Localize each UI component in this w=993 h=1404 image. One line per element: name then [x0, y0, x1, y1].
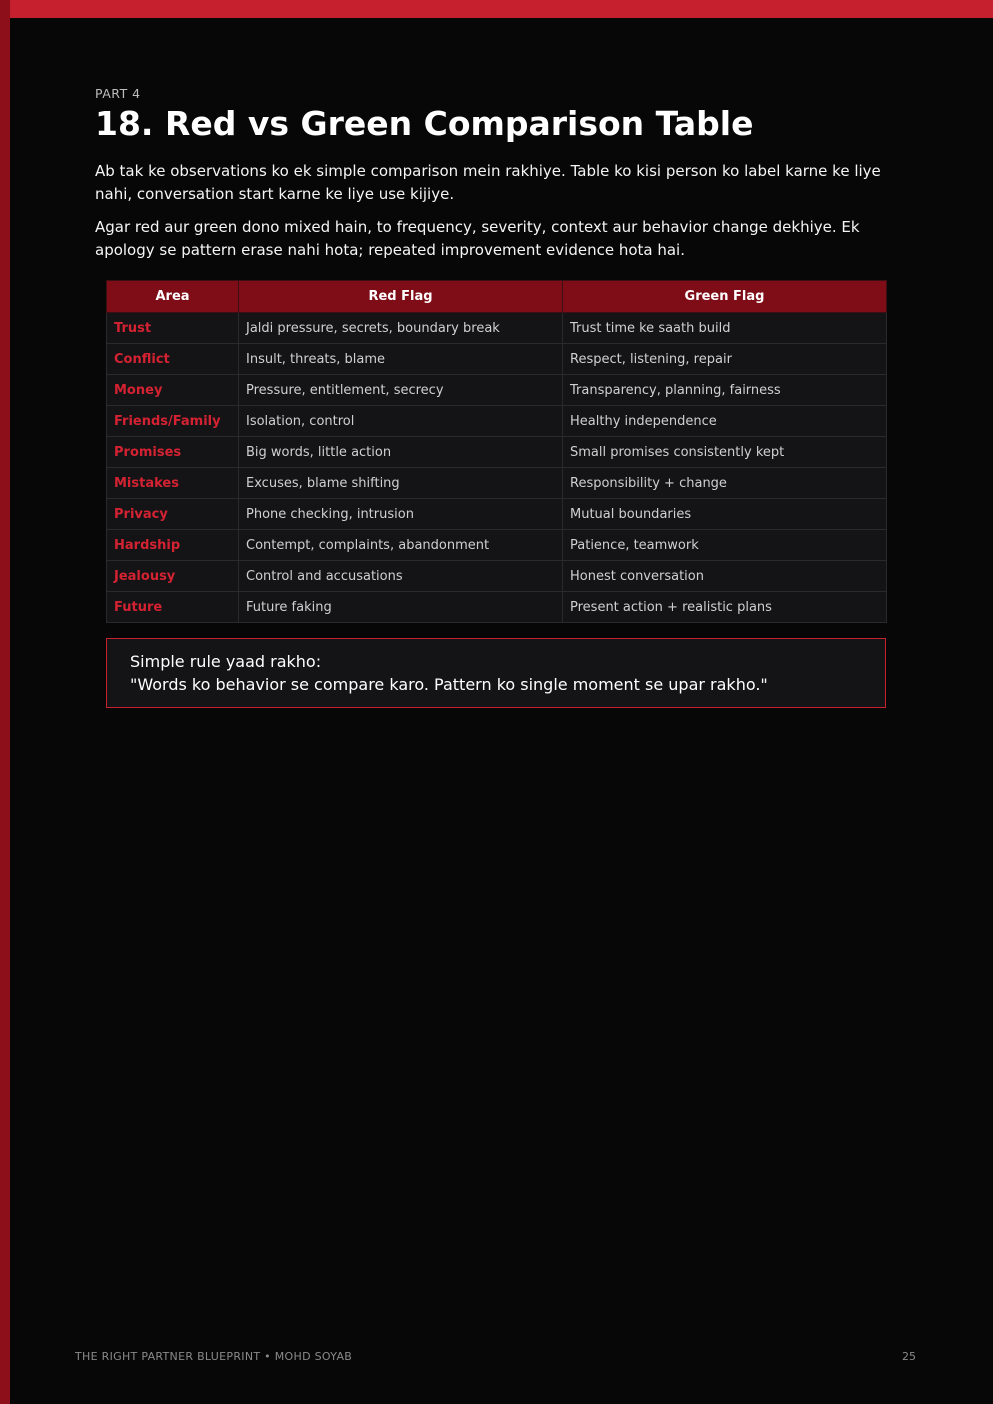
header-green-flag: Green Flag [563, 281, 887, 313]
green-flag-cell: Transparency, planning, fairness [563, 375, 887, 406]
green-flag-cell: Respect, listening, repair [563, 344, 887, 375]
table-row [107, 406, 887, 437]
red-flag-cell: Control and accusations [239, 561, 563, 592]
intro-paragraph-2: Agar red aur green dono mixed hain, to frequency, severity, context aur behavior change dekhiye. Ek apology se pattern erase nahi hota; repeated improvement evidence hota hai. [95, 218, 860, 259]
red-flag-cell: Big words, little action [239, 437, 563, 468]
header-red-flag: Red Flag [239, 281, 563, 313]
red-flag-cell: Isolation, control [239, 406, 563, 437]
table-row [107, 375, 887, 406]
green-flag-cell: Present action + realistic plans [563, 592, 887, 623]
red-flag-cell: Excuses, blame shifting [239, 468, 563, 499]
table-row [107, 437, 887, 468]
left-accent-bar [0, 0, 10, 1404]
red-flag-cell: Contempt, complaints, abandonment [239, 530, 563, 561]
red-flag-cell: Phone checking, intrusion [239, 499, 563, 530]
page-header [95, 86, 905, 262]
part-label: PART 4 [95, 86, 141, 101]
area-cell: Money [107, 375, 239, 406]
red-flag-cell: Jaldi pressure, secrets, boundary break [239, 313, 563, 344]
footer-book-author: THE RIGHT PARTNER BLUEPRINT • MOHD SOYAB [75, 1350, 353, 1363]
table-row [107, 530, 887, 561]
simple-rule-callout [106, 638, 886, 708]
table-row [107, 468, 887, 499]
rule-quote: "Words ko behavior se compare karo. Pattern ko single moment se upar rakho." [130, 675, 768, 694]
area-cell: Conflict [107, 344, 239, 375]
area-cell: Future [107, 592, 239, 623]
table-row [107, 344, 887, 375]
comparison-table-container [106, 280, 886, 623]
green-flag-cell: Patience, teamwork [563, 530, 887, 561]
table-row [107, 592, 887, 623]
area-cell: Privacy [107, 499, 239, 530]
red-flag-cell: Future faking [239, 592, 563, 623]
area-cell: Friends/Family [107, 406, 239, 437]
rule-heading: Simple rule yaad rakho: [130, 652, 322, 671]
green-flag-cell: Small promises consistently kept [563, 437, 887, 468]
area-cell: Mistakes [107, 468, 239, 499]
red-flag-cell: Insult, threats, blame [239, 344, 563, 375]
area-cell: Promises [107, 437, 239, 468]
table-row [107, 561, 887, 592]
comparison-table [106, 280, 887, 623]
top-accent-bar [0, 0, 993, 18]
area-cell: Jealousy [107, 561, 239, 592]
footer-page-number: 25 [902, 1350, 916, 1363]
header-area: Area [107, 281, 239, 313]
intro-paragraph-1: Ab tak ke observations ko ek simple comparison mein rakhiye. Table ko kisi person ko label karne ke liye nahi, conversation start karne ke liye use kijiye. [95, 162, 881, 203]
green-flag-cell: Responsibility + change [563, 468, 887, 499]
area-cell: Hardship [107, 530, 239, 561]
green-flag-cell: Trust time ke saath build [563, 313, 887, 344]
table-row [107, 313, 887, 344]
green-flag-cell: Mutual boundaries [563, 499, 887, 530]
green-flag-cell: Healthy independence [563, 406, 887, 437]
area-cell: Trust [107, 313, 239, 344]
red-flag-cell: Pressure, entitlement, secrecy [239, 375, 563, 406]
page-title: 18. Red vs Green Comparison Table [95, 104, 754, 143]
table-row [107, 499, 887, 530]
green-flag-cell: Honest conversation [563, 561, 887, 592]
table-header-row [107, 281, 887, 313]
